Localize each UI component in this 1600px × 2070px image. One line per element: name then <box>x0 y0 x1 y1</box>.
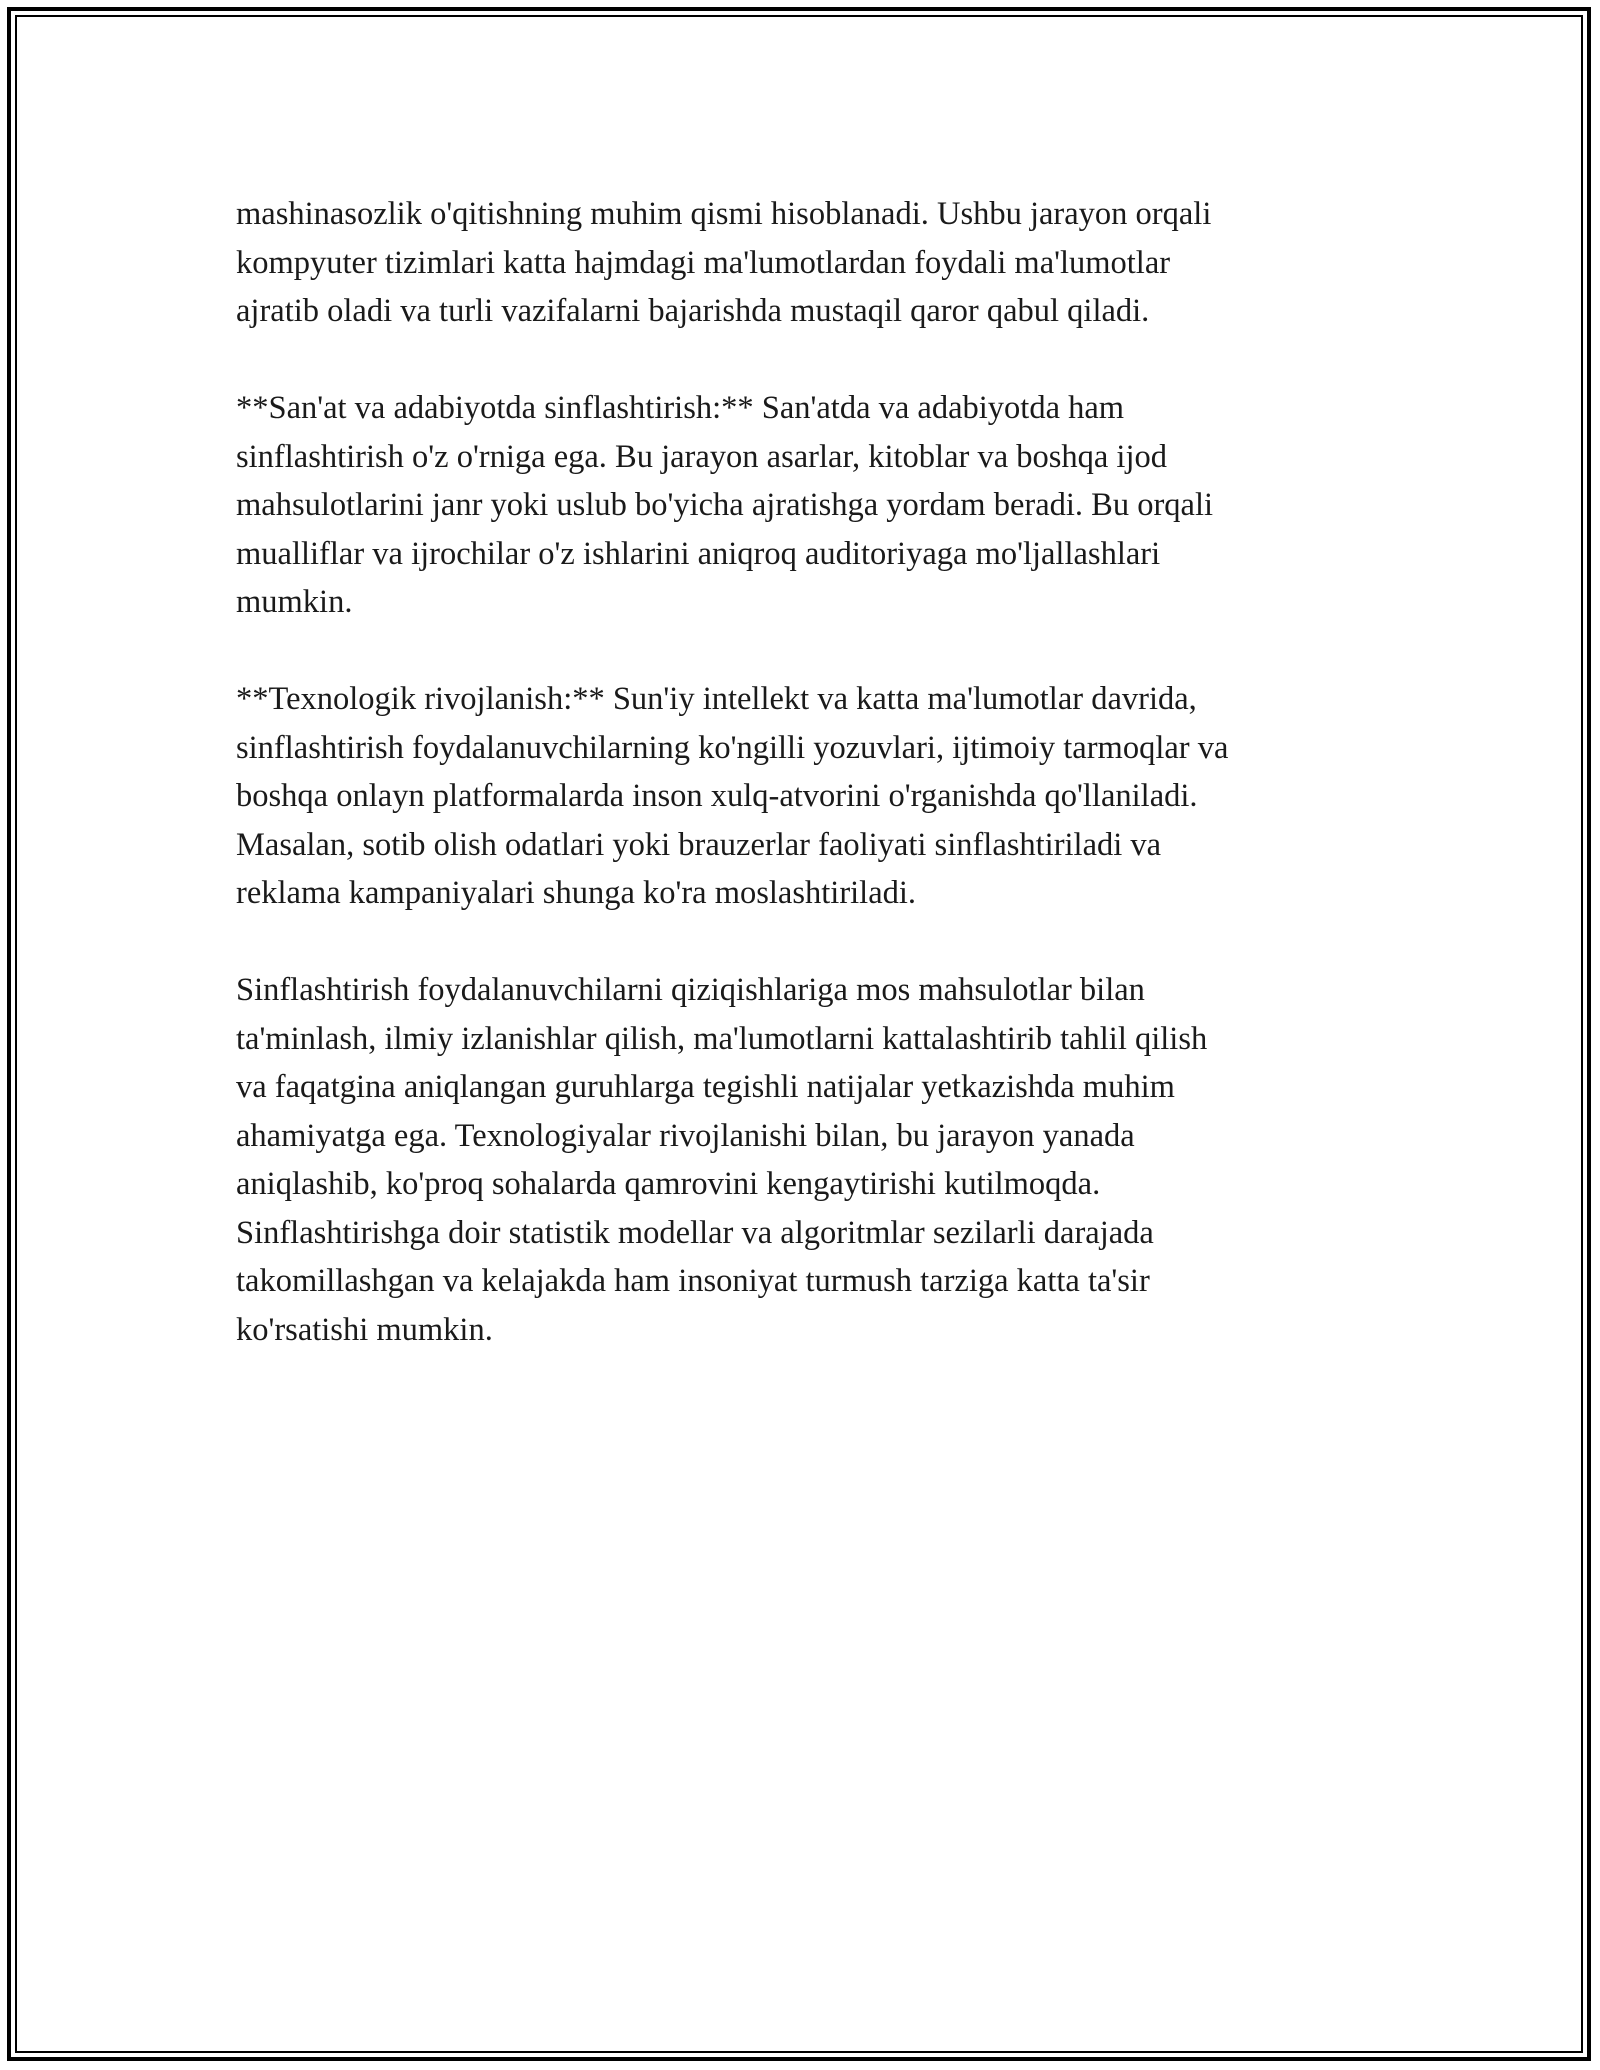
paragraph-machine-learning <box>236 190 1366 336</box>
text-line: takomillashgan va kelajakda ham insoniyat turmush tarziga katta ta'sir <box>236 1263 1150 1299</box>
text-line: Sinflashtirishga doir statistik modellar va algoritmlar sezilarli darajada <box>236 1214 1154 1251</box>
text-line: ta'minlash, ilmiy izlanishlar qilish, ma'lumotlarni kattalashtirib tahlil qilish <box>236 1020 1208 1057</box>
paragraph-technological-development <box>236 675 1366 918</box>
text-line: sinflashtirish o'z o'rniga ega. Bu jarayon asarlar, kitoblar va boshqa ijod <box>236 438 1167 475</box>
document-body <box>236 190 1366 1403</box>
paragraph-conclusion <box>236 966 1366 1354</box>
text-line: mahsulotlarini janr yoki uslub bo'yicha ajratishga yordam beradi. Bu orqali <box>236 487 1214 523</box>
text-line: **San'at va adabiyotda sinflashtirish:** San'atda va adabiyotda ham <box>236 390 1125 426</box>
text-line: Sinflashtirish foydalanuvchilarni qiziqishlariga mos mahsulotlar bilan <box>236 972 1145 1008</box>
text-line: reklama kampaniyalari shunga ko'ra moslashtiriladi. <box>236 875 917 911</box>
text-line: va faqatgina aniqlangan guruhlarga tegishli natijalar yetkazishda muhim <box>236 1069 1175 1105</box>
text-line: aniqlashib, ko'proq sohalarda qamrovini kengaytirishi kutilmoqda. <box>236 1166 1101 1202</box>
paragraph-art-literature <box>236 384 1366 627</box>
text-line: Masalan, sotib olish odatlari yoki brauzerlar faoliyati sinflashtiriladi va <box>236 826 1162 863</box>
text-line: mumkin. <box>236 584 353 620</box>
text-line: **Texnologik rivojlanish:** Sun'iy intellekt va katta ma'lumotlar davrida, <box>236 681 1197 717</box>
text-line: sinflashtirish foydalanuvchilarning ko'ngilli yozuvlari, ijtimoiy tarmoqlar va <box>236 729 1229 766</box>
text-line: boshqa onlayn platformalarda inson xulq-atvorini o'rganishda qo'llaniladi. <box>236 778 1198 814</box>
text-line: ajratib oladi va turli vazifalarni bajarishda mustaqil qaror qabul qiladi. <box>236 293 1150 329</box>
text-line: kompyuter tizimlari katta hajmdagi ma'lumotlardan foydali ma'lumotlar <box>236 244 1171 281</box>
text-line: mualliflar va ijrochilar o'z ishlarini aniqroq auditoriyaga mo'ljallashlari <box>236 535 1161 572</box>
text-line: ko'rsatishi mumkin. <box>236 1311 493 1348</box>
text-line: mashinasozlik o'qitishning muhim qismi hisoblanadi. Ushbu jarayon orqali <box>236 196 1212 232</box>
text-line: ahamiyatga ega. Texnologiyalar rivojlanishi bilan, bu jarayon yanada <box>236 1117 1135 1154</box>
